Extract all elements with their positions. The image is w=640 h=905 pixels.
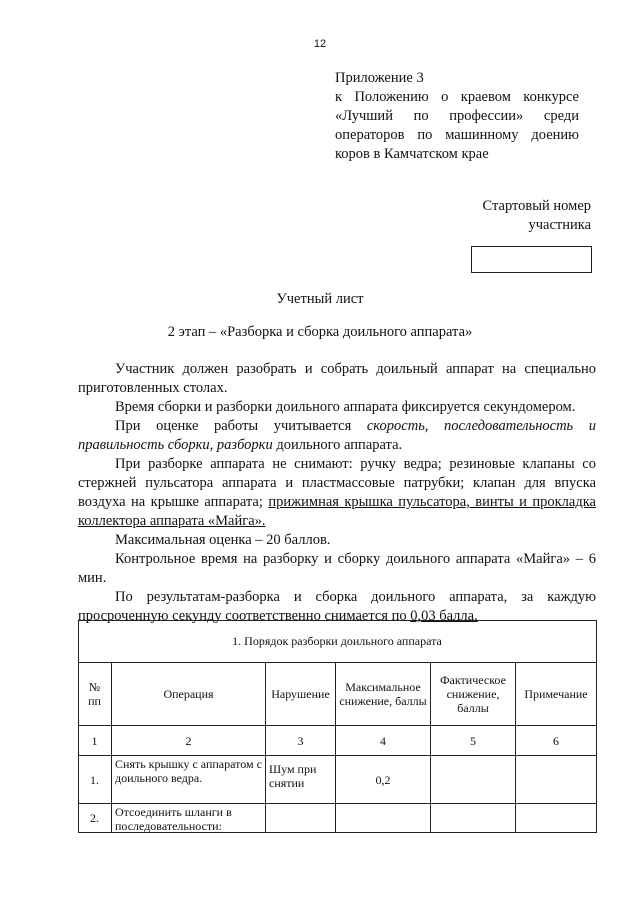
appendix-line: Приложение 3 (335, 70, 424, 86)
appendix-line: «Лучший по профессии» среди (335, 108, 579, 124)
table-row-num: 2. (78, 804, 112, 833)
table-row-actual-reduction[interactable] (431, 804, 516, 833)
paragraph: Контрольное время на разборку и сборку доильного аппарата «Майга» – 6 мин. (78, 551, 596, 586)
underlined-text: прижимная крышка пульсатора, винты и прокладка коллектора аппарата «Майга». (78, 494, 596, 529)
table-row-max-reduction: 0,2 (336, 756, 431, 804)
table-row-violation (266, 804, 336, 833)
header-actual-reduction: Фактическое снижение, баллы (431, 663, 516, 726)
header-max-reduction: Максимальное снижение, баллы (336, 663, 431, 726)
table-row-max-reduction (336, 804, 431, 833)
paragraph: При оценке работы учитывается скорость, последовательность и правильность сборки, разборки доильного аппарата. (78, 418, 596, 453)
paragraph: По результатам-разборка и сборка доильного аппарата, за каждую просроченную секунду соответственно снимается по 0,03 балла. (78, 589, 596, 624)
table-row-operation: Отсоединить шланги в последовательности: (112, 804, 266, 833)
column-number: 6 (516, 726, 597, 756)
appendix-line: к Положению о краевом конкурсе (335, 89, 579, 105)
header-note: Примечание (516, 663, 597, 726)
column-number: 5 (431, 726, 516, 756)
table-row-note[interactable] (516, 756, 597, 804)
start-number-line: Стартовый номер (482, 198, 591, 214)
paragraph: Участник должен разобрать и собрать доильный аппарат на специально приготовленных столах. (78, 361, 596, 396)
disassembly-table (78, 620, 597, 833)
body-text (78, 360, 596, 626)
table-row-operation: Снять крышку с аппаратом с доильного ведра. (112, 756, 266, 804)
table-section-title: 1. Порядок разборки доильного аппарата (78, 620, 597, 663)
emphasis: скорость, последовательность и правильность сборки, разборки (78, 418, 596, 453)
page-number: 12 (313, 38, 327, 50)
document-title: Учетный лист (276, 291, 364, 307)
table-row-violation: Шум при снятии (266, 756, 336, 804)
start-number-label (483, 197, 591, 235)
appendix-line: коров в Камчатском крае (335, 146, 489, 162)
header-violation: Нарушение (266, 663, 336, 726)
table-row-note[interactable] (516, 804, 597, 833)
header-num: № пп (78, 663, 112, 726)
start-number-line: участника (528, 217, 591, 233)
column-number: 4 (336, 726, 431, 756)
paragraph: Максимальная оценка – 20 баллов. (115, 532, 331, 548)
column-number: 3 (266, 726, 336, 756)
appendix-header (335, 69, 579, 164)
underlined-text: 0,03 балла. (410, 608, 478, 624)
appendix-line: операторов по машинному доению (335, 127, 579, 143)
paragraph: При разборке аппарата не снимают: ручку ведра; резиновые клапаны со стержней пульсатора аппарата и пластмассовые патрубки; клапан для впуска воздуха на крышке аппарата; прижимная крышка пульсатора, винты и прокладка коллектора аппарата «Майга». (78, 456, 596, 529)
column-number: 1 (78, 726, 112, 756)
table-row-num: 1. (78, 756, 112, 804)
paragraph: Время сборки и разборки доильного аппарата фиксируется секундомером. (115, 399, 576, 415)
column-number: 2 (112, 726, 266, 756)
document-subtitle: 2 этап – «Разборка и сборка доильного аппарата» (167, 324, 473, 340)
table-row-actual-reduction[interactable] (431, 756, 516, 804)
start-number-box[interactable] (471, 246, 592, 273)
header-operation: Операция (112, 663, 266, 726)
